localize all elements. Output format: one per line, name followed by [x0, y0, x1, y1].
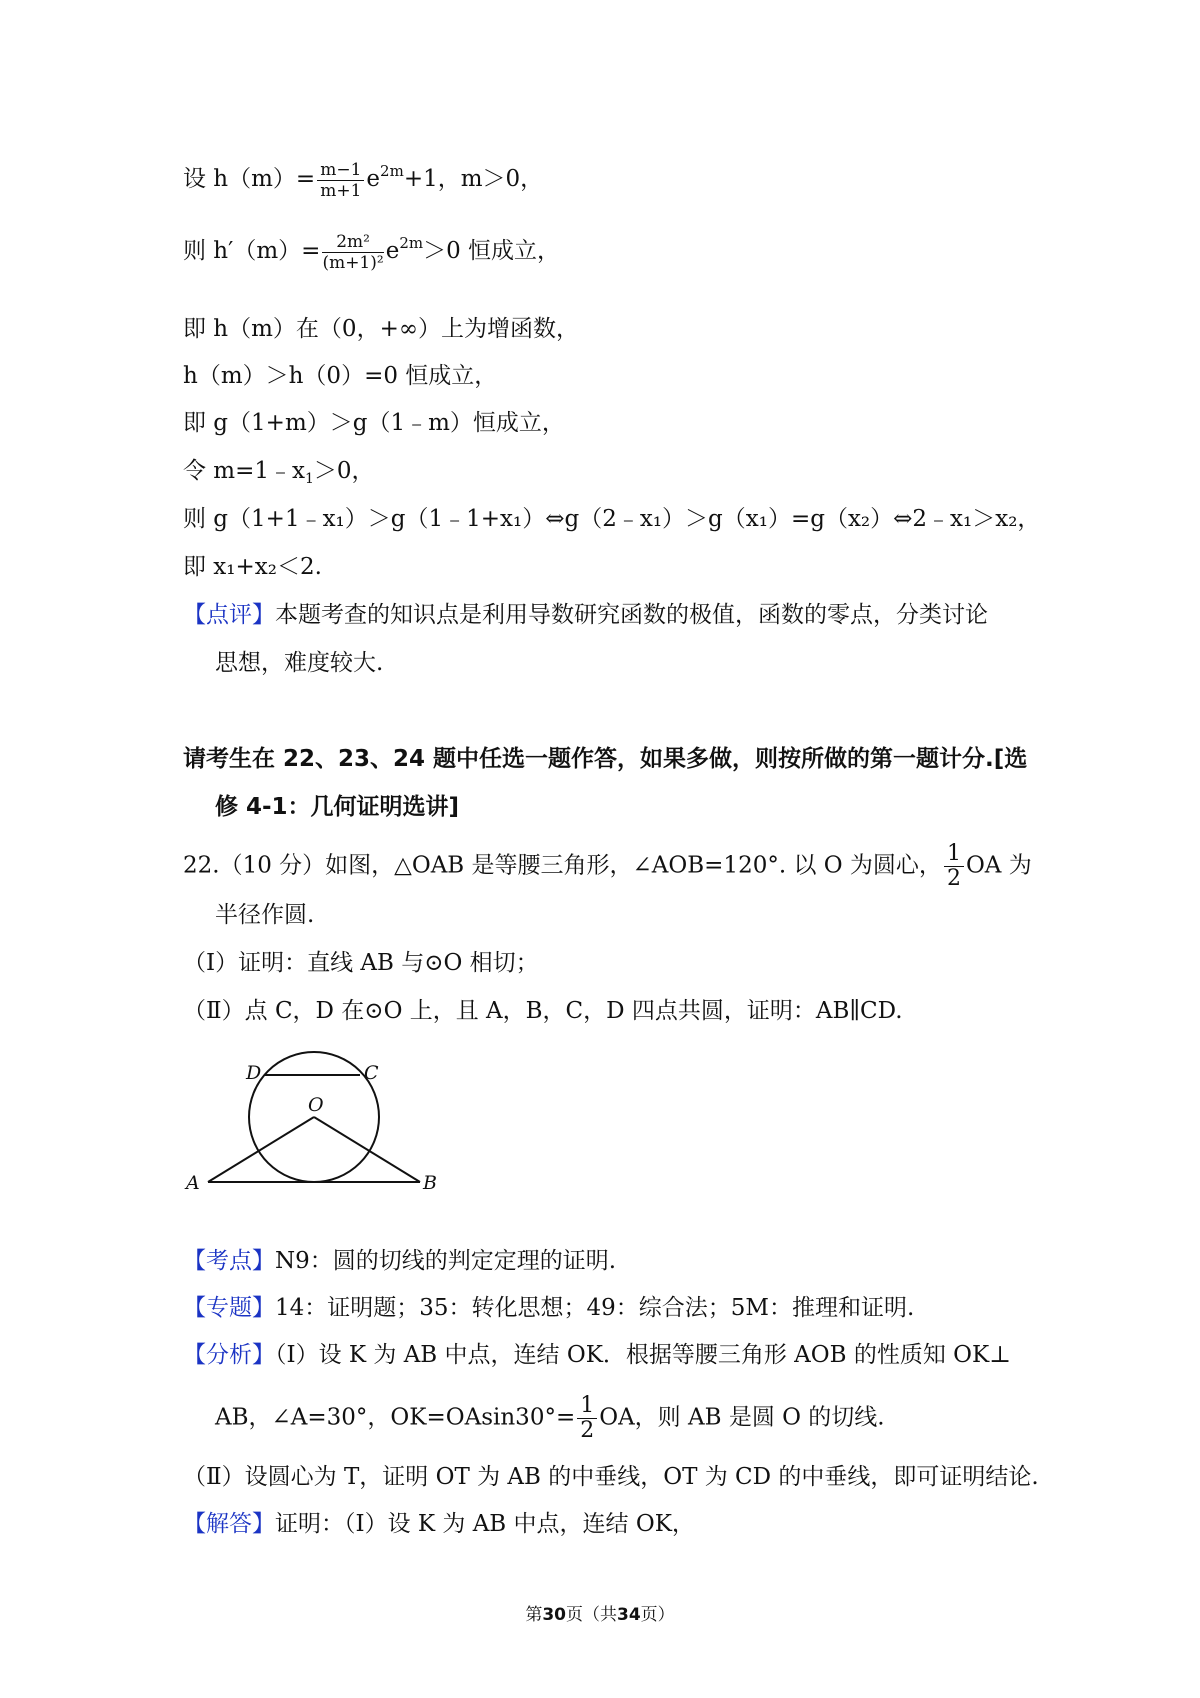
text-segment: OA，则 AB 是圆 O 的切线.: [599, 1404, 885, 1431]
text-line: 则 g（1+1﹣x₁）＞g（1﹣1+x₁）⇔g（2﹣x₁）＞g（x₁）=g（x₂）⇔2﹣x₁＞x₂，: [183, 506, 1041, 532]
text-line: 即 h（m）在（0，+∞）上为增函数，: [183, 316, 579, 342]
question-22-part-i: （Ⅰ）证明：直线 AB 与⊙O 相切；: [183, 950, 539, 976]
exp-base: e: [366, 166, 381, 192]
text-line: h（m）＞h（0）=0 恒成立，: [183, 363, 498, 389]
question-22: [183, 842, 1032, 891]
footer-text: 页）: [640, 1605, 675, 1625]
fenxi-tag: 【分析】: [183, 1342, 275, 1368]
page-number: 30: [542, 1605, 566, 1625]
geometry-figure: [180, 1035, 440, 1190]
fraction-denominator: (m+1)²: [322, 252, 384, 273]
fenxi-continuation: [215, 1394, 885, 1443]
comment-continuation: 思想，难度较大.: [215, 650, 384, 676]
footer-text: 页（共: [566, 1605, 617, 1625]
fraction: [577, 1394, 597, 1443]
kaodian-tag: 【考点】: [183, 1248, 275, 1274]
zhuanti-tag: 【专题】: [183, 1295, 275, 1321]
label-b: B: [423, 1172, 437, 1190]
text-segment: ＞0，: [313, 458, 375, 484]
text-segment: 令 m=1﹣x: [183, 458, 305, 484]
fraction: [944, 842, 964, 891]
question-22-part-ii: （Ⅱ）点 C，D 在⊙O 上，且 A，B，C，D 四点共圆，证明：AB∥CD.: [183, 998, 903, 1024]
jieda-line: [183, 1509, 695, 1539]
segment-ob: [314, 1117, 420, 1182]
text-segment: 则 h′（m）=: [183, 238, 321, 264]
text-segment: OA 为: [965, 852, 1032, 879]
label-a: A: [186, 1172, 200, 1190]
fraction-numerator: 1: [944, 842, 964, 867]
text-segment: ＞0 恒成立，: [423, 238, 561, 264]
fenxi-part-ii: （Ⅱ）设圆心为 T，证明 OT 为 AB 的中垂线，OT 为 CD 的中垂线，即可证明结论.: [183, 1464, 1039, 1490]
equation-h-derivative: [183, 228, 560, 273]
question-22-continuation: 半径作圆.: [215, 902, 315, 928]
fraction-denominator: 2: [580, 1418, 595, 1443]
label-d: D: [246, 1062, 262, 1084]
fraction-denominator: m+1: [320, 180, 362, 201]
label-o: O: [308, 1094, 324, 1116]
comment-tag: 【点评】: [183, 602, 275, 628]
fraction: [322, 232, 383, 273]
fenxi-line: [183, 1340, 1011, 1370]
subscript: 1: [305, 471, 314, 487]
comment-line: [183, 600, 988, 630]
page-footer: [0, 1600, 1200, 1625]
exp-base: e: [385, 238, 400, 264]
label-c: C: [364, 1062, 379, 1084]
jieda-text: 证明：（Ⅰ）设 K 为 AB 中点，连结 OK，: [275, 1511, 695, 1537]
zhuanti-text: 14：证明题；35：转化思想；49：综合法；5M：推理和证明.: [275, 1295, 915, 1321]
fraction-numerator: 2m²: [322, 232, 383, 253]
kaodian-text: N9：圆的切线的判定定理的证明.: [275, 1248, 617, 1274]
footer-text: 第: [525, 1605, 543, 1625]
exp-power: 2m: [399, 234, 424, 252]
exp-power: 2m: [380, 162, 404, 180]
text-line: [183, 456, 375, 494]
section-heading-continuation: 修 4-1：几何证明选讲]: [215, 794, 460, 820]
total-pages: 34: [617, 1605, 641, 1625]
text-line: 即 x₁+x₂＜2.: [183, 554, 322, 580]
fraction: [317, 160, 364, 201]
text-segment: 22.（10 分）如图，△OAB 是等腰三角形，∠AOB=120°. 以 O 为圆心，: [183, 852, 942, 879]
fenxi-text: （Ⅰ）设 K 为 AB 中点，连结 OK．根据等腰三角形 AOB 的性质知 OK⊥: [275, 1342, 1011, 1368]
text-segment: AB，∠A=30°，OK=OAsin30°=: [215, 1404, 576, 1431]
kaodian-line: [183, 1246, 616, 1276]
fraction-numerator: 1: [577, 1394, 597, 1419]
comment-text: 本题考查的知识点是利用导数研究函数的极值，函数的零点，分类讨论: [275, 602, 988, 628]
text-segment: 设 h（m）=: [183, 166, 316, 192]
jieda-tag: 【解答】: [183, 1511, 275, 1537]
segment-oa: [208, 1117, 314, 1182]
text-line: 即 g（1+m）＞g（1﹣m）恒成立，: [183, 410, 565, 436]
fraction-denominator: 2: [946, 866, 961, 891]
zhuanti-line: [183, 1293, 914, 1323]
text-segment: +1，m＞0，: [403, 166, 544, 192]
fraction-numerator: m−1: [317, 160, 364, 181]
section-heading: 请考生在 22、23、24 题中任选一题作答，如果多做，则按所做的第一题计分.[选: [183, 746, 1028, 772]
equation-h-definition: [183, 156, 543, 201]
